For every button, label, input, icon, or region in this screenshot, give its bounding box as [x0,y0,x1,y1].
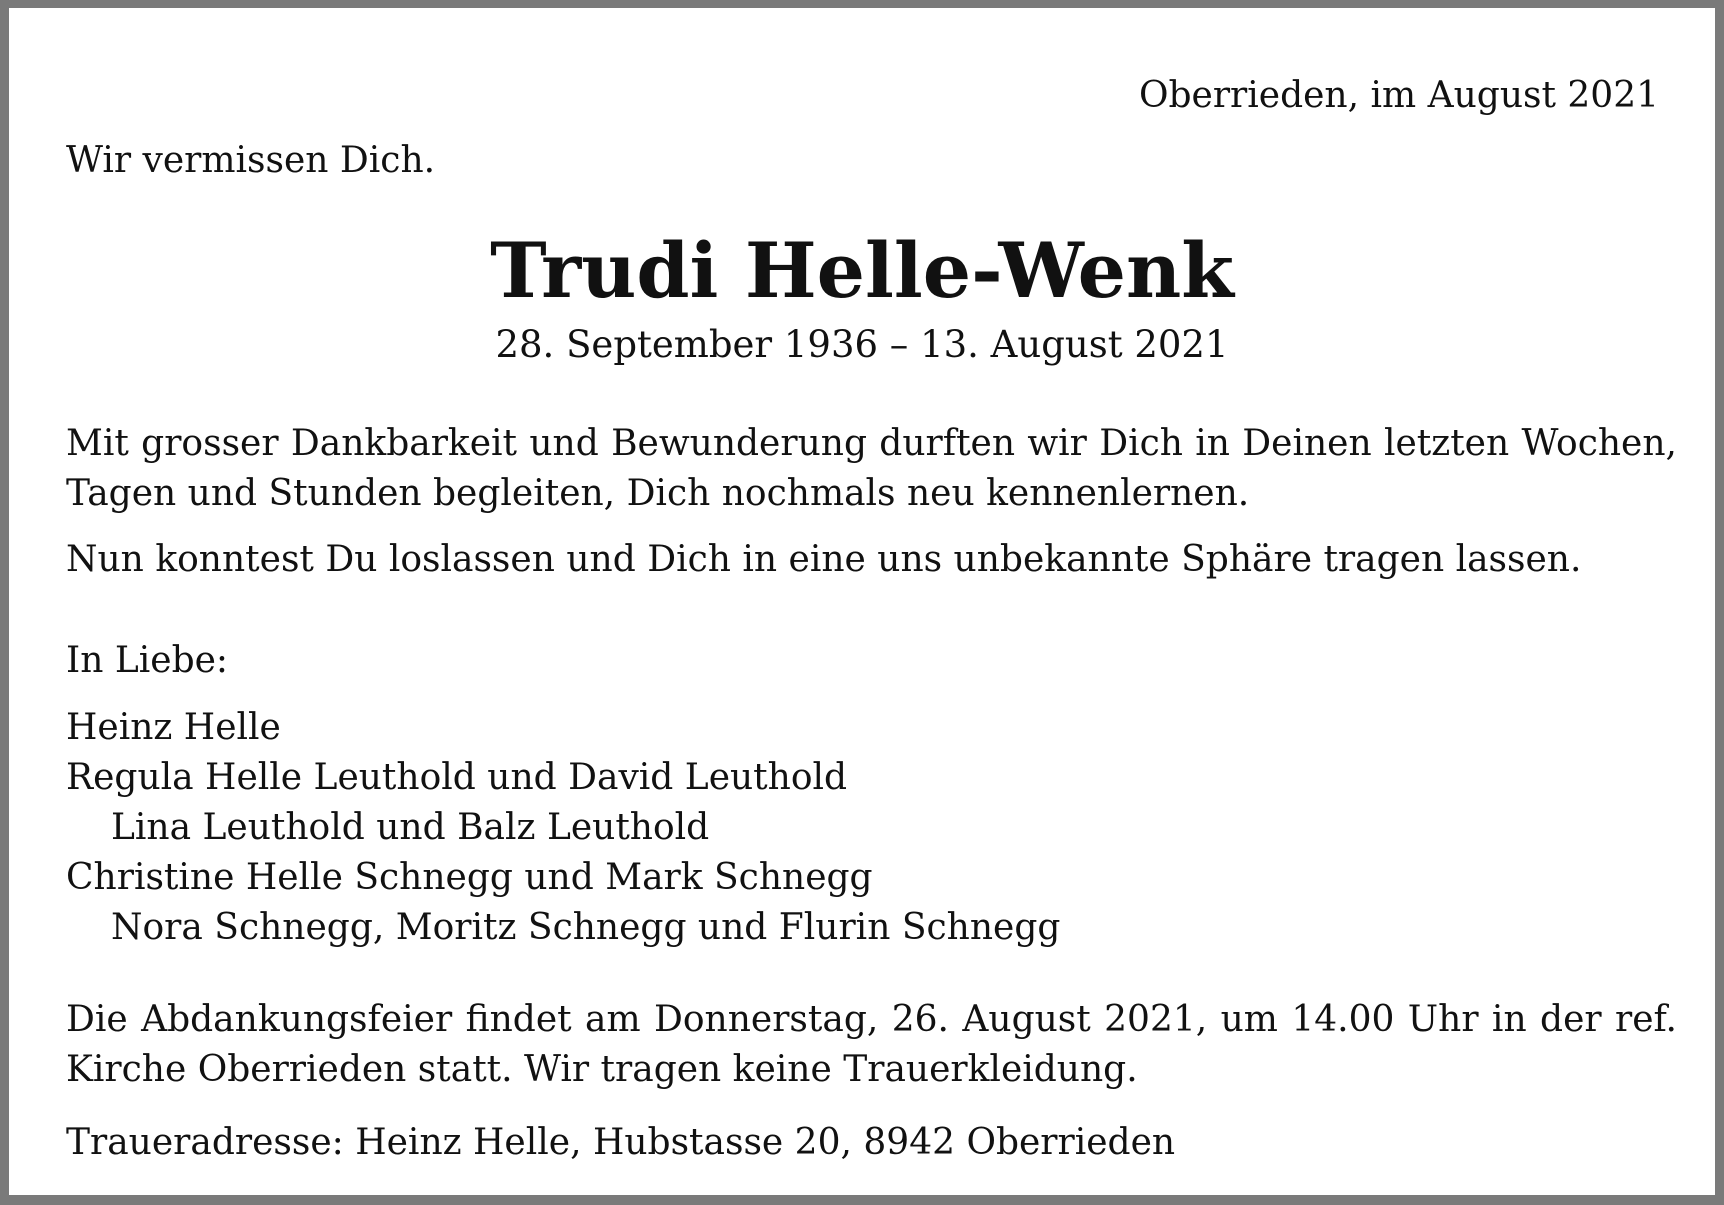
place-date: Oberrieden, im August 2021 [1138,75,1659,116]
opening-line: Wir vermissen Dich. [66,140,436,181]
mourner-name: Christine Helle Schnegg und Mark Schnegg [66,857,873,898]
mourners-list [66,703,1060,953]
tribute-paragraph: Mit grosser Dankbarkeit und Bewunderung durften wir Dich in Deinen letzten Wochen, Tagen und Stunden begleiten, Dich nochmals neu kennenlernen. [66,423,1677,514]
life-dates: 28. September 1936 – 13. August 2021 [495,323,1229,366]
deceased-name: Trudi Helle-Wenk [490,226,1234,315]
mourning-address: Traueradresse: Heinz Helle, Hubstasse 20, 8942 Oberrieden [66,1122,1176,1163]
mourner-name: Regula Helle Leuthold und David Leuthold [66,757,848,798]
mourner-name: Heinz Helle [66,707,281,748]
in-love-label: In Liebe: [66,640,229,681]
farewell-paragraph: Nun konntest Du loslassen und Dich in eine uns unbekannte Sphäre tragen lassen. [66,539,1582,580]
ceremony-paragraph: Die Abdankungsfeier findet am Donnerstag, 26. August 2021, um 14.00 Uhr in der ref. Kirche Oberrieden statt. Wir tragen keine Trauerkleidung. [66,999,1677,1090]
mourner-name: Lina Leuthold und Balz Leuthold [111,807,710,848]
mourner-name: Nora Schnegg, Moritz Schnegg und Flurin Schnegg [111,907,1061,948]
